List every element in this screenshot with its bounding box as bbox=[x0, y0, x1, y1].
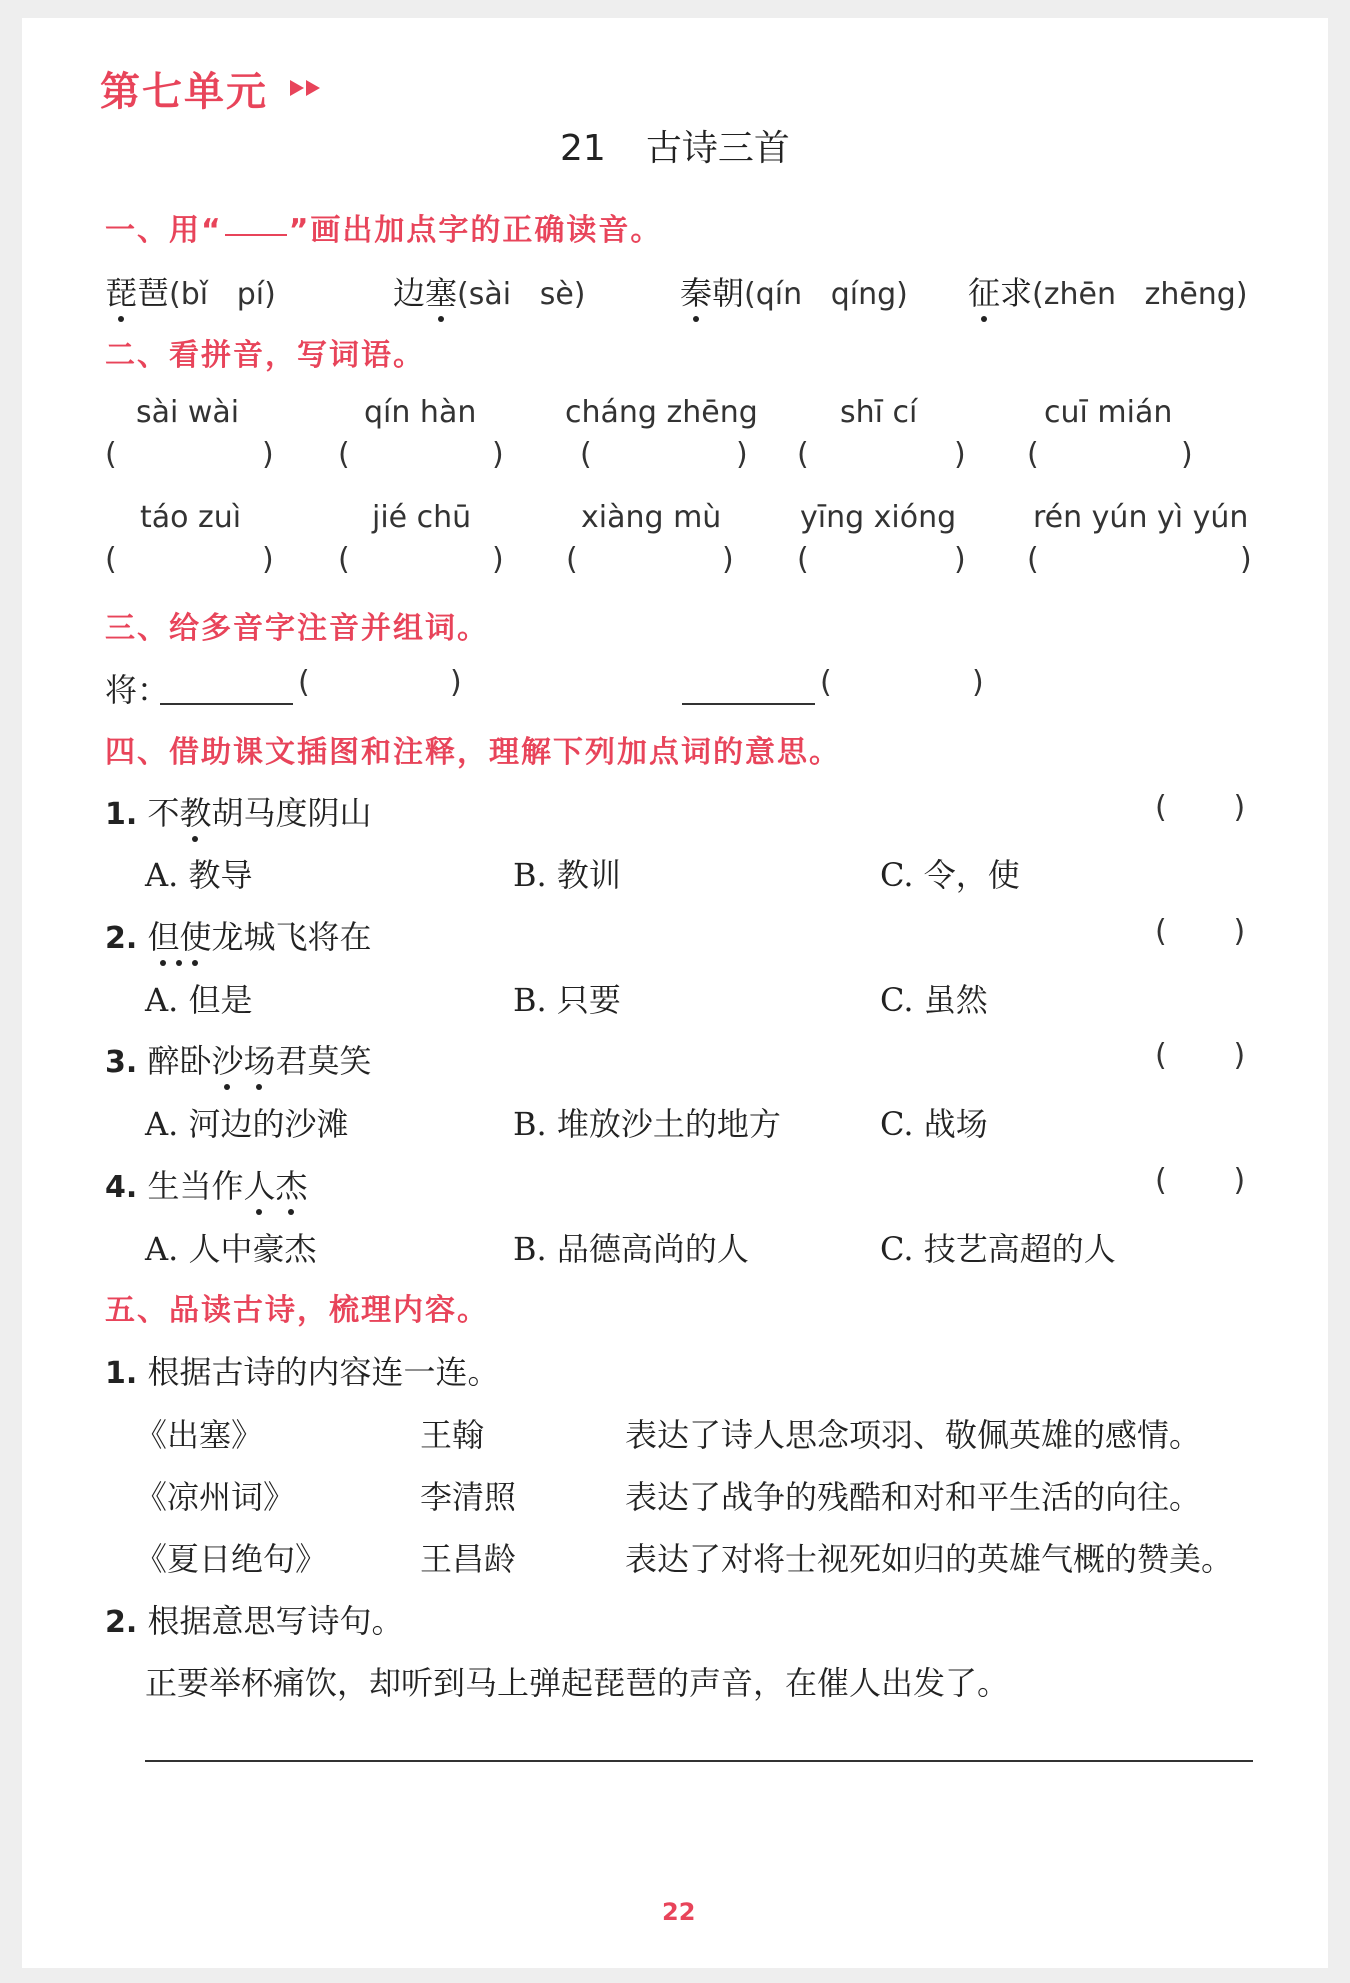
section-3-heading: 三、给多音字注音并组词。 bbox=[105, 611, 489, 646]
answer-box-close: ) bbox=[1181, 437, 1193, 472]
answer-box-close: ) bbox=[492, 437, 504, 472]
answer-box-close: ) bbox=[722, 542, 734, 577]
write-poem-question bbox=[105, 1596, 403, 1642]
lesson-number: 21 bbox=[560, 128, 606, 169]
question-text-post: 龙城飞将在 bbox=[211, 918, 372, 956]
poet-name[interactable]: 李清照 bbox=[420, 1478, 517, 1516]
answer-box[interactable]: ( bbox=[797, 437, 809, 472]
word-blank[interactable] bbox=[682, 703, 815, 705]
dotted-word: 人杰 bbox=[243, 1167, 307, 1205]
pinyin-box-close: ) bbox=[450, 665, 462, 700]
option-c: C. 战场 bbox=[880, 1105, 988, 1143]
pinyin-item-3: 秦朝(qín qíng) bbox=[680, 268, 908, 314]
option-c: C. 技艺高超的人 bbox=[880, 1230, 1116, 1268]
option-c: C. 令，使 bbox=[880, 856, 1020, 894]
underline-sample bbox=[225, 234, 287, 236]
answer-box[interactable]: ( bbox=[338, 437, 350, 472]
answer-box[interactable]: ( bbox=[566, 542, 578, 577]
poem-meaning[interactable]: 表达了战争的残酷和对和平生活的向往。 bbox=[625, 1478, 1202, 1516]
option-c: C. 虽然 bbox=[880, 981, 988, 1019]
answer-box[interactable]: ( bbox=[105, 437, 117, 472]
answer-box-close: ) bbox=[492, 542, 504, 577]
answer-box[interactable]: ( bbox=[580, 437, 592, 472]
option-b: B. 只要 bbox=[513, 981, 621, 1019]
section-2-heading: 二、看拼音，写词语。 bbox=[105, 338, 425, 373]
option-a: A. 河边的沙滩 bbox=[145, 1105, 349, 1143]
pinyin-prompt: sài wài bbox=[136, 395, 240, 430]
answer-box-close: ) bbox=[1240, 542, 1252, 577]
answer-box[interactable]: ( bbox=[338, 542, 350, 577]
answer-paren[interactable]: ( ) bbox=[1155, 790, 1246, 825]
dotted-char: 征 bbox=[968, 268, 1000, 314]
unit-title: 第七单元 bbox=[100, 69, 268, 115]
answer-paren[interactable]: ( ) bbox=[1155, 1163, 1246, 1198]
pinyin-prompt: cháng zhēng bbox=[565, 395, 758, 430]
polyphone-char: 将： bbox=[105, 671, 170, 709]
question-2 bbox=[105, 912, 372, 958]
lesson-name: 古诗三首 bbox=[645, 128, 790, 169]
answer-box[interactable]: ( bbox=[105, 542, 117, 577]
answer-line[interactable] bbox=[145, 1760, 1253, 1762]
option-a: A. 人中豪杰 bbox=[145, 1230, 317, 1268]
question-3 bbox=[105, 1036, 372, 1082]
option-a: A. 教导 bbox=[145, 856, 253, 894]
option-b: B. 教训 bbox=[513, 856, 621, 894]
pinyin-prompt: shī cí bbox=[840, 395, 918, 430]
meaning-text: 正要举杯痛饮，却听到马上弹起琵琶的声音，在催人出发了。 bbox=[145, 1664, 1010, 1702]
dotted-word: 沙场 bbox=[211, 1042, 275, 1080]
double-arrow-icon bbox=[290, 78, 326, 98]
question-text-post: 胡马度阴山 bbox=[211, 794, 372, 832]
question-number: 4. bbox=[105, 1170, 138, 1205]
section-1-heading-a: 一、用“ bbox=[105, 213, 223, 248]
section-1-heading-b: ”画出加点字的正确读音。 bbox=[288, 213, 663, 248]
answer-box-close: ) bbox=[736, 437, 748, 472]
dotted-word: 但使 bbox=[147, 912, 211, 958]
answer-box-close: ) bbox=[262, 437, 274, 472]
pinyin-item-2: 边塞(sài sè) bbox=[393, 268, 585, 314]
pinyin-item-1: 琵琶(bǐ pí) bbox=[105, 268, 276, 314]
poem-meaning[interactable]: 表达了对将士视死如归的英雄气概的赞美。 bbox=[625, 1540, 1234, 1578]
pinyin-box-close: ) bbox=[972, 665, 984, 700]
question-number: 1. bbox=[105, 797, 138, 832]
word-blank[interactable] bbox=[160, 703, 293, 705]
answer-box-close: ) bbox=[262, 542, 274, 577]
dotted-char: 秦 bbox=[680, 268, 712, 314]
answer-paren[interactable]: ( ) bbox=[1155, 914, 1246, 949]
section-4-heading: 四、借助课文插图和注释，理解下列加点词的意思。 bbox=[105, 735, 841, 770]
poet-name[interactable]: 王昌龄 bbox=[420, 1540, 517, 1578]
question-text: 根据意思写诗句。 bbox=[147, 1602, 404, 1640]
section-5-heading: 五、品读古诗，梳理内容。 bbox=[105, 1293, 489, 1328]
pinyin-prompt: xiàng mù bbox=[581, 500, 722, 535]
dotted-char: 琵 bbox=[105, 268, 137, 314]
poet-name[interactable]: 王翰 bbox=[420, 1416, 485, 1454]
question-1 bbox=[105, 788, 372, 834]
answer-box-close: ) bbox=[954, 542, 966, 577]
answer-box-close: ) bbox=[954, 437, 966, 472]
page-number: 22 bbox=[662, 1898, 696, 1926]
pinyin-prompt: jié chū bbox=[372, 500, 472, 535]
option-b: B. 堆放沙土的地方 bbox=[513, 1105, 781, 1143]
poem-title[interactable]: 《夏日绝句》 bbox=[135, 1540, 328, 1578]
question-text: 根据古诗的内容连一连。 bbox=[147, 1353, 500, 1391]
poem-title[interactable]: 《凉州词》 bbox=[135, 1478, 296, 1516]
pinyin-item-4: 征求(zhēn zhēng) bbox=[968, 268, 1248, 314]
option-a: A. 但是 bbox=[145, 981, 253, 1019]
pinyin-prompt: yīng xióng bbox=[800, 500, 957, 535]
lesson-title bbox=[560, 120, 790, 171]
question-text-post: 君莫笑 bbox=[275, 1042, 372, 1080]
question-text-pre: 不 bbox=[147, 794, 180, 832]
answer-paren[interactable]: ( ) bbox=[1155, 1038, 1246, 1073]
answer-box[interactable]: ( bbox=[797, 542, 809, 577]
matching-question bbox=[105, 1347, 499, 1393]
question-4 bbox=[105, 1161, 308, 1207]
question-number: 1. bbox=[105, 1356, 138, 1391]
dotted-char: 塞 bbox=[425, 268, 457, 314]
question-number: 2. bbox=[105, 1605, 138, 1640]
answer-box[interactable]: ( bbox=[1027, 437, 1039, 472]
pinyin-prompt: rén yún yì yún bbox=[1033, 500, 1249, 535]
question-text-pre: 醉卧 bbox=[147, 1042, 212, 1080]
question-text-pre: 生当作 bbox=[147, 1167, 244, 1205]
pinyin-prompt: qín hàn bbox=[364, 395, 477, 430]
question-number: 2. bbox=[105, 921, 138, 956]
answer-box[interactable]: ( bbox=[1027, 542, 1039, 577]
poem-meaning[interactable]: 表达了诗人思念项羽、敬佩英雄的感情。 bbox=[625, 1416, 1202, 1454]
option-b: B. 品德高尚的人 bbox=[513, 1230, 749, 1268]
section-1-heading bbox=[105, 205, 662, 249]
pinyin-box[interactable]: ( bbox=[298, 665, 310, 700]
question-number: 3. bbox=[105, 1045, 138, 1080]
pinyin-box[interactable]: ( bbox=[820, 665, 832, 700]
pinyin-prompt: cuī mián bbox=[1044, 395, 1173, 430]
pinyin-prompt: táo zuì bbox=[140, 500, 242, 535]
dotted-word: 教 bbox=[179, 788, 211, 834]
poem-title[interactable]: 《出塞》 bbox=[135, 1416, 264, 1454]
